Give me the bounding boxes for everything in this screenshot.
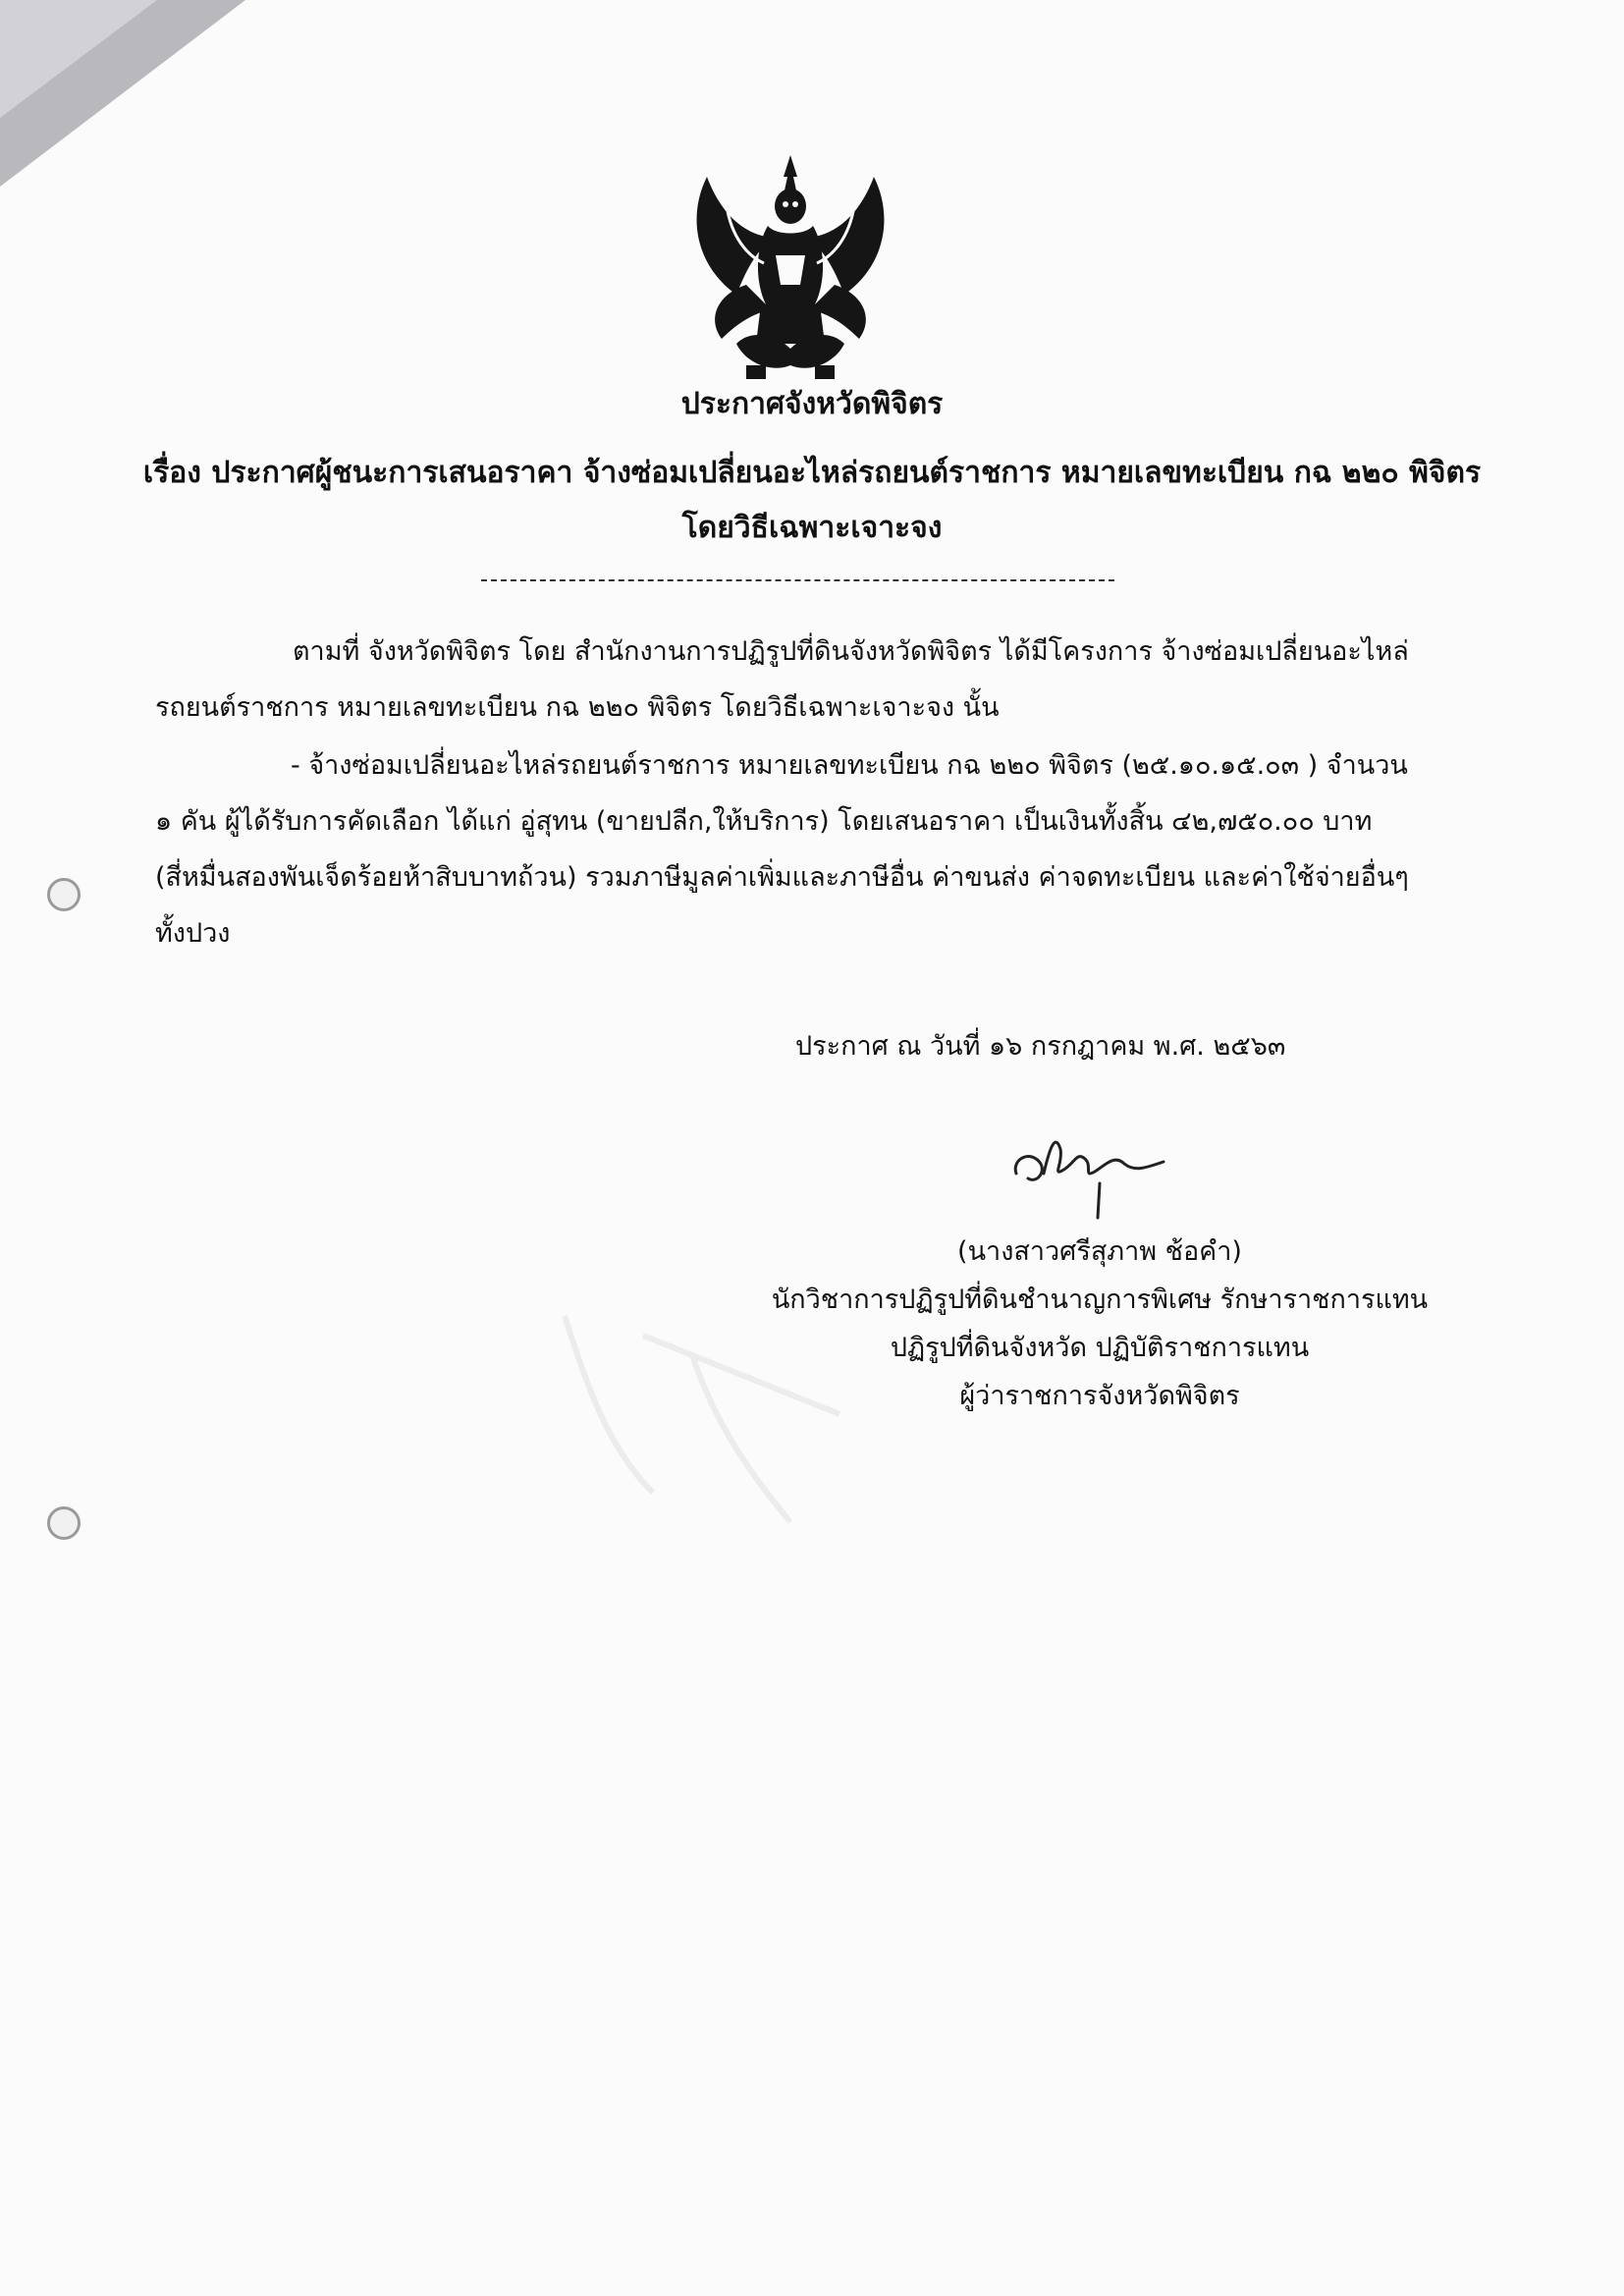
garuda-emblem-icon <box>677 147 903 383</box>
signature-icon <box>1006 1124 1173 1232</box>
document-title: ประกาศจังหวัดพิจิตร <box>680 387 944 421</box>
signatory-name: (นางสาวศรีสุภาพ ช้อคำ) <box>957 1236 1242 1267</box>
paragraph-line: - จ้างซ่อมเปลี่ยนอะไหล่รถยนต์ราชการ หมายเลขทะเบียน กฉ ๒๒๐ พิจิตร (๒๕.๑๐.๑๕.๐๓ ) จำนวน <box>291 750 1408 781</box>
paragraph-award <box>155 738 1432 961</box>
subject-line: โดยวิธีเฉพาะเจาะจง <box>681 511 943 545</box>
paragraph-intro <box>155 624 1432 736</box>
subject-line: เรื่อง ประกาศผู้ชนะการเสนอราคา จ้างซ่อมเปลี่ยนอะไหล่รถยนต์ราชการ หมายเลขทะเบียน กฉ ๒๒๐ พิจิตร <box>142 456 1482 490</box>
punch-hole-icon <box>47 878 81 911</box>
divider <box>481 579 1114 581</box>
signatory-block <box>727 1228 1473 1420</box>
signatory-position: ผู้ว่าราชการจังหวัดพิจิตร <box>959 1381 1240 1411</box>
folded-corner-shade <box>0 0 157 118</box>
paragraph-line: ตามที่ จังหวัดพิจิตร โดย สำนักงานการปฏิรูปที่ดินจังหวัดพิจิตร ได้มีโครงการ จ้างซ่อมเปลี่ยนอะไหล่ <box>293 636 1409 667</box>
paragraph-line: รถยนต์ราชการ หมายเลขทะเบียน กฉ ๒๒๐ พิจิตร โดยวิธีเฉพาะเจาะจง นั้น <box>155 692 1000 723</box>
signatory-position: นักวิชาการปฏิรูปที่ดินชำนาญการพิเศษ รักษาราชการแทน <box>771 1285 1429 1315</box>
paragraph-line: ๑ คัน ผู้ได้รับการคัดเลือก ได้แก่ อู่สุทน (ขายปลีก,ให้บริการ) โดยเสนอราคา เป็นเงินทั้งสิ้น ๔๒,๗๕๐.๐๐ บาท <box>155 806 1373 837</box>
signatory-position: ปฏิรูปที่ดินจังหวัด ปฏิบัติราชการแทน <box>890 1333 1310 1363</box>
announcement-date: ประกาศ ณ วันที่ ๑๖ กรกฎาคม พ.ศ. ๒๕๖๓ <box>795 1031 1286 1062</box>
paragraph-line: (สี่หมื่นสองพันเจ็ดร้อยห้าสิบบาทถ้วน) รวมภาษีมูลค่าเพิ่มและภาษีอื่น ค่าขนส่ง ค่าจดทะเบียน และค่าใช้จ่ายอื่นๆ <box>155 862 1409 893</box>
paragraph-line: ทั้งปวง <box>155 918 231 949</box>
punch-hole-icon <box>47 1506 81 1540</box>
